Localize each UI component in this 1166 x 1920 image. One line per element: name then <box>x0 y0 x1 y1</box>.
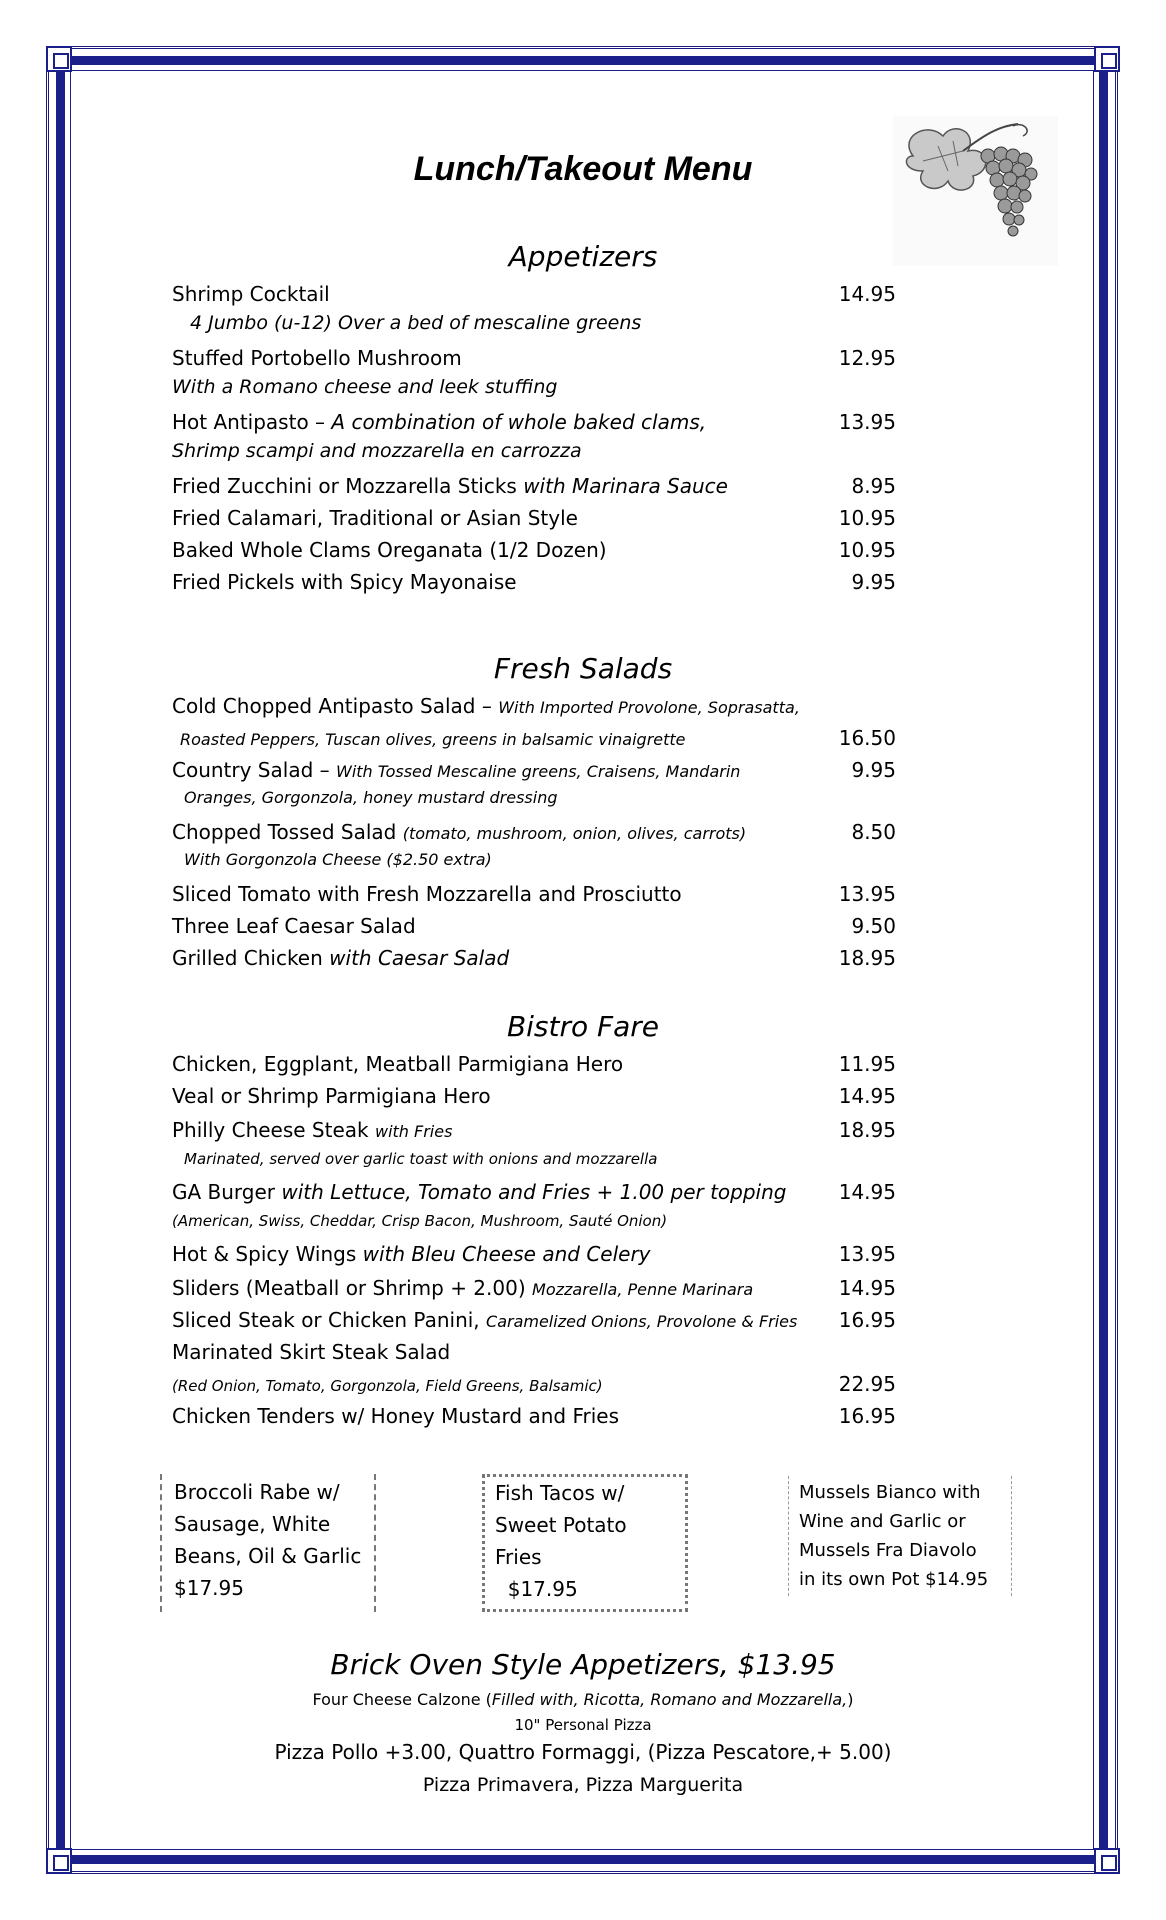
item-price: 18.95 <box>838 946 896 970</box>
border-corner-ornament <box>1094 1848 1120 1874</box>
menu-item <box>172 344 896 372</box>
item-price: 14.95 <box>838 1276 896 1300</box>
special-line: Wine and Garlic or <box>799 1511 966 1532</box>
item-separator: – <box>475 694 499 718</box>
menu-item <box>172 1082 896 1110</box>
item-name: Chopped Tossed Salad <box>172 820 397 844</box>
calzone-description: Filled with, Ricotta, Romano and Mozzarella, <box>491 1690 848 1709</box>
item-description: With Gorgonzola Cheese ($2.50 extra) <box>184 850 492 869</box>
item-name: Veal or Shrimp Parmigiana Hero <box>172 1084 491 1108</box>
item-price: 9.95 <box>851 570 896 594</box>
menu-item <box>172 408 896 436</box>
item-separator: – <box>313 758 336 782</box>
calzone-close: ) <box>847 1690 854 1709</box>
item-description: With a Romano cheese and leek stuffing <box>172 376 558 398</box>
item-inline-description: with Lettuce, Tomato and Fries + 1.00 per topping <box>281 1180 787 1204</box>
menu-item <box>172 880 896 908</box>
pizza-options-line1: Pizza Pollo +3.00, Quattro Formaggi, (Pizza Pescatore,+ 5.00) <box>274 1740 892 1764</box>
special-line: Mussels Fra Diavolo <box>799 1540 977 1561</box>
menu-item <box>172 1338 896 1366</box>
item-price: 8.50 <box>851 820 896 844</box>
item-name: Stuffed Portobello Mushroom <box>172 346 462 370</box>
item-name: Marinated Skirt Steak Salad <box>172 1340 451 1364</box>
menu-item <box>172 1178 896 1206</box>
special-price: in its own Pot $14.95 <box>799 1569 989 1590</box>
item-name: Cold Chopped Antipasto Salad <box>172 694 476 718</box>
menu-item <box>172 504 896 532</box>
calzone-line <box>0 1690 1166 1709</box>
menu-item <box>172 1240 896 1268</box>
item-name: Chicken Tenders w/ Honey Mustard and Fries <box>172 1404 620 1428</box>
menu-item <box>172 1050 896 1078</box>
item-price: 9.95 <box>851 758 896 782</box>
item-price: 11.95 <box>838 1052 896 1076</box>
border-corner-ornament <box>1094 46 1120 72</box>
item-name: Shrimp Cocktail <box>172 282 330 306</box>
item-inline-description: With Tossed Mescaline greens, Craisens, Mandarin <box>336 762 741 781</box>
item-inline-description: with Fries <box>374 1122 453 1141</box>
menu-item <box>172 280 896 308</box>
item-name: Hot Antipasto <box>172 410 309 434</box>
special-box <box>788 1476 1012 1596</box>
item-name: Chicken, Eggplant, Meatball Parmigiana Hero <box>172 1052 624 1076</box>
special-line: Sweet Potato <box>495 1513 627 1537</box>
item-name: Three Leaf Caesar Salad <box>172 914 416 938</box>
item-name: Philly Cheese Steak <box>172 1118 369 1142</box>
item-name: Country Salad <box>172 758 314 782</box>
item-description: (American, Swiss, Cheddar, Crisp Bacon, Mushroom, Sauté Onion) <box>172 1212 668 1230</box>
section-heading-appetizers: Appetizers <box>508 240 658 273</box>
item-price: 9.50 <box>851 914 896 938</box>
special-line: Fish Tacos w/ <box>495 1481 625 1505</box>
item-name: Hot & Spicy Wings <box>172 1242 357 1266</box>
item-price: 13.95 <box>838 882 896 906</box>
special-line: Broccoli Rabe w/ <box>174 1480 340 1504</box>
item-price: 12.95 <box>838 346 896 370</box>
item-name: Sliced Steak or Chicken Panini, <box>172 1308 480 1332</box>
item-name: Grilled Chicken <box>172 946 323 970</box>
menu-item-continued <box>172 1370 896 1400</box>
item-price: 13.95 <box>838 1242 896 1266</box>
border-corner-ornament <box>46 1848 72 1874</box>
item-price: 14.95 <box>838 1180 896 1204</box>
menu-item <box>172 472 896 500</box>
menu-item <box>172 1402 896 1430</box>
item-name: GA Burger <box>172 1180 276 1204</box>
item-inline-description: (tomato, mushroom, onion, olives, carrots) <box>402 824 747 843</box>
special-box <box>160 1474 376 1612</box>
menu-item-continued <box>172 724 896 754</box>
item-price: 10.95 <box>838 506 896 530</box>
section-heading-salads: Fresh Salads <box>493 652 673 685</box>
item-inline-description: with Bleu Cheese and Celery <box>362 1242 651 1266</box>
special-box <box>482 1474 688 1612</box>
menu-item <box>172 912 896 940</box>
item-price: 16.50 <box>838 726 896 750</box>
pizza-options-line2: Pizza Primavera, Pizza Marguerita <box>422 1774 744 1796</box>
menu-title: Lunch/Takeout Menu <box>413 150 753 188</box>
item-inline-description: with Marinara Sauce <box>523 474 728 498</box>
item-description: 4 Jumbo (u-12) Over a bed of mescaline greens <box>190 312 642 334</box>
item-name: Fried Calamari, Traditional or Asian Style <box>172 506 578 530</box>
menu-item <box>172 1306 896 1336</box>
special-price: $17.95 <box>174 1576 244 1600</box>
item-price: 16.95 <box>838 1308 896 1332</box>
menu-item <box>172 1274 896 1304</box>
item-description: Shrimp scampi and mozzarella en carrozza <box>172 440 582 462</box>
item-inline-description: Mozzarella, Penne Marinara <box>532 1280 754 1299</box>
special-line: Sausage, White <box>174 1512 331 1536</box>
menu-item <box>172 1116 896 1146</box>
special-line: Mussels Bianco with <box>799 1482 981 1503</box>
item-inline-description: A combination of whole baked clams, <box>331 410 707 434</box>
menu-item <box>172 568 896 596</box>
item-description: Roasted Peppers, Tuscan olives, greens in balsamic vinaigrette <box>180 730 686 749</box>
item-inline-description: Caramelized Onions, Provolone & Fries <box>486 1312 798 1331</box>
section-heading-brick-oven: Brick Oven Style Appetizers, $13.95 <box>330 1648 836 1681</box>
item-price: 18.95 <box>838 1118 896 1142</box>
border-corner-ornament <box>46 46 72 72</box>
menu-item <box>172 818 896 848</box>
calzone-name: Four Cheese Calzone ( <box>312 1690 492 1709</box>
item-description: Marinated, served over garlic toast with onions and mozzarella <box>184 1150 658 1168</box>
item-inline-description: with Caesar Salad <box>329 946 510 970</box>
item-price: 8.95 <box>851 474 896 498</box>
item-inline-description: With Imported Provolone, Soprasatta, <box>498 698 800 717</box>
special-price: $17.95 <box>495 1577 578 1601</box>
item-price: 16.95 <box>838 1404 896 1428</box>
menu-item <box>172 944 896 972</box>
item-price: 22.95 <box>838 1372 896 1396</box>
item-description: (Red Onion, Tomato, Gorgonzola, Field Greens, Balsamic) <box>172 1377 603 1395</box>
item-name: Sliders (Meatball or Shrimp + 2.00) <box>172 1276 526 1300</box>
item-name: Baked Whole Clams Oreganata (1/2 Dozen) <box>172 538 607 562</box>
item-price: 13.95 <box>838 410 896 434</box>
special-line: Beans, Oil & Garlic <box>174 1544 362 1568</box>
menu-item <box>172 692 896 722</box>
item-name: Sliced Tomato with Fresh Mozzarella and Prosciutto <box>172 882 682 906</box>
item-description: Oranges, Gorgonzola, honey mustard dressing <box>184 788 558 807</box>
pizza-size: 10" Personal Pizza <box>514 1716 652 1734</box>
item-separator: – <box>308 410 332 434</box>
item-price: 14.95 <box>838 1084 896 1108</box>
item-name: Fried Zucchini or Mozzarella Sticks <box>172 474 517 498</box>
special-line: Fries <box>495 1545 542 1569</box>
section-heading-bistro: Bistro Fare <box>506 1010 660 1043</box>
menu-item <box>172 756 896 786</box>
menu-item <box>172 536 896 564</box>
item-price: 14.95 <box>838 282 896 306</box>
item-name: Fried Pickels with Spicy Mayonaise <box>172 570 517 594</box>
item-price: 10.95 <box>838 538 896 562</box>
